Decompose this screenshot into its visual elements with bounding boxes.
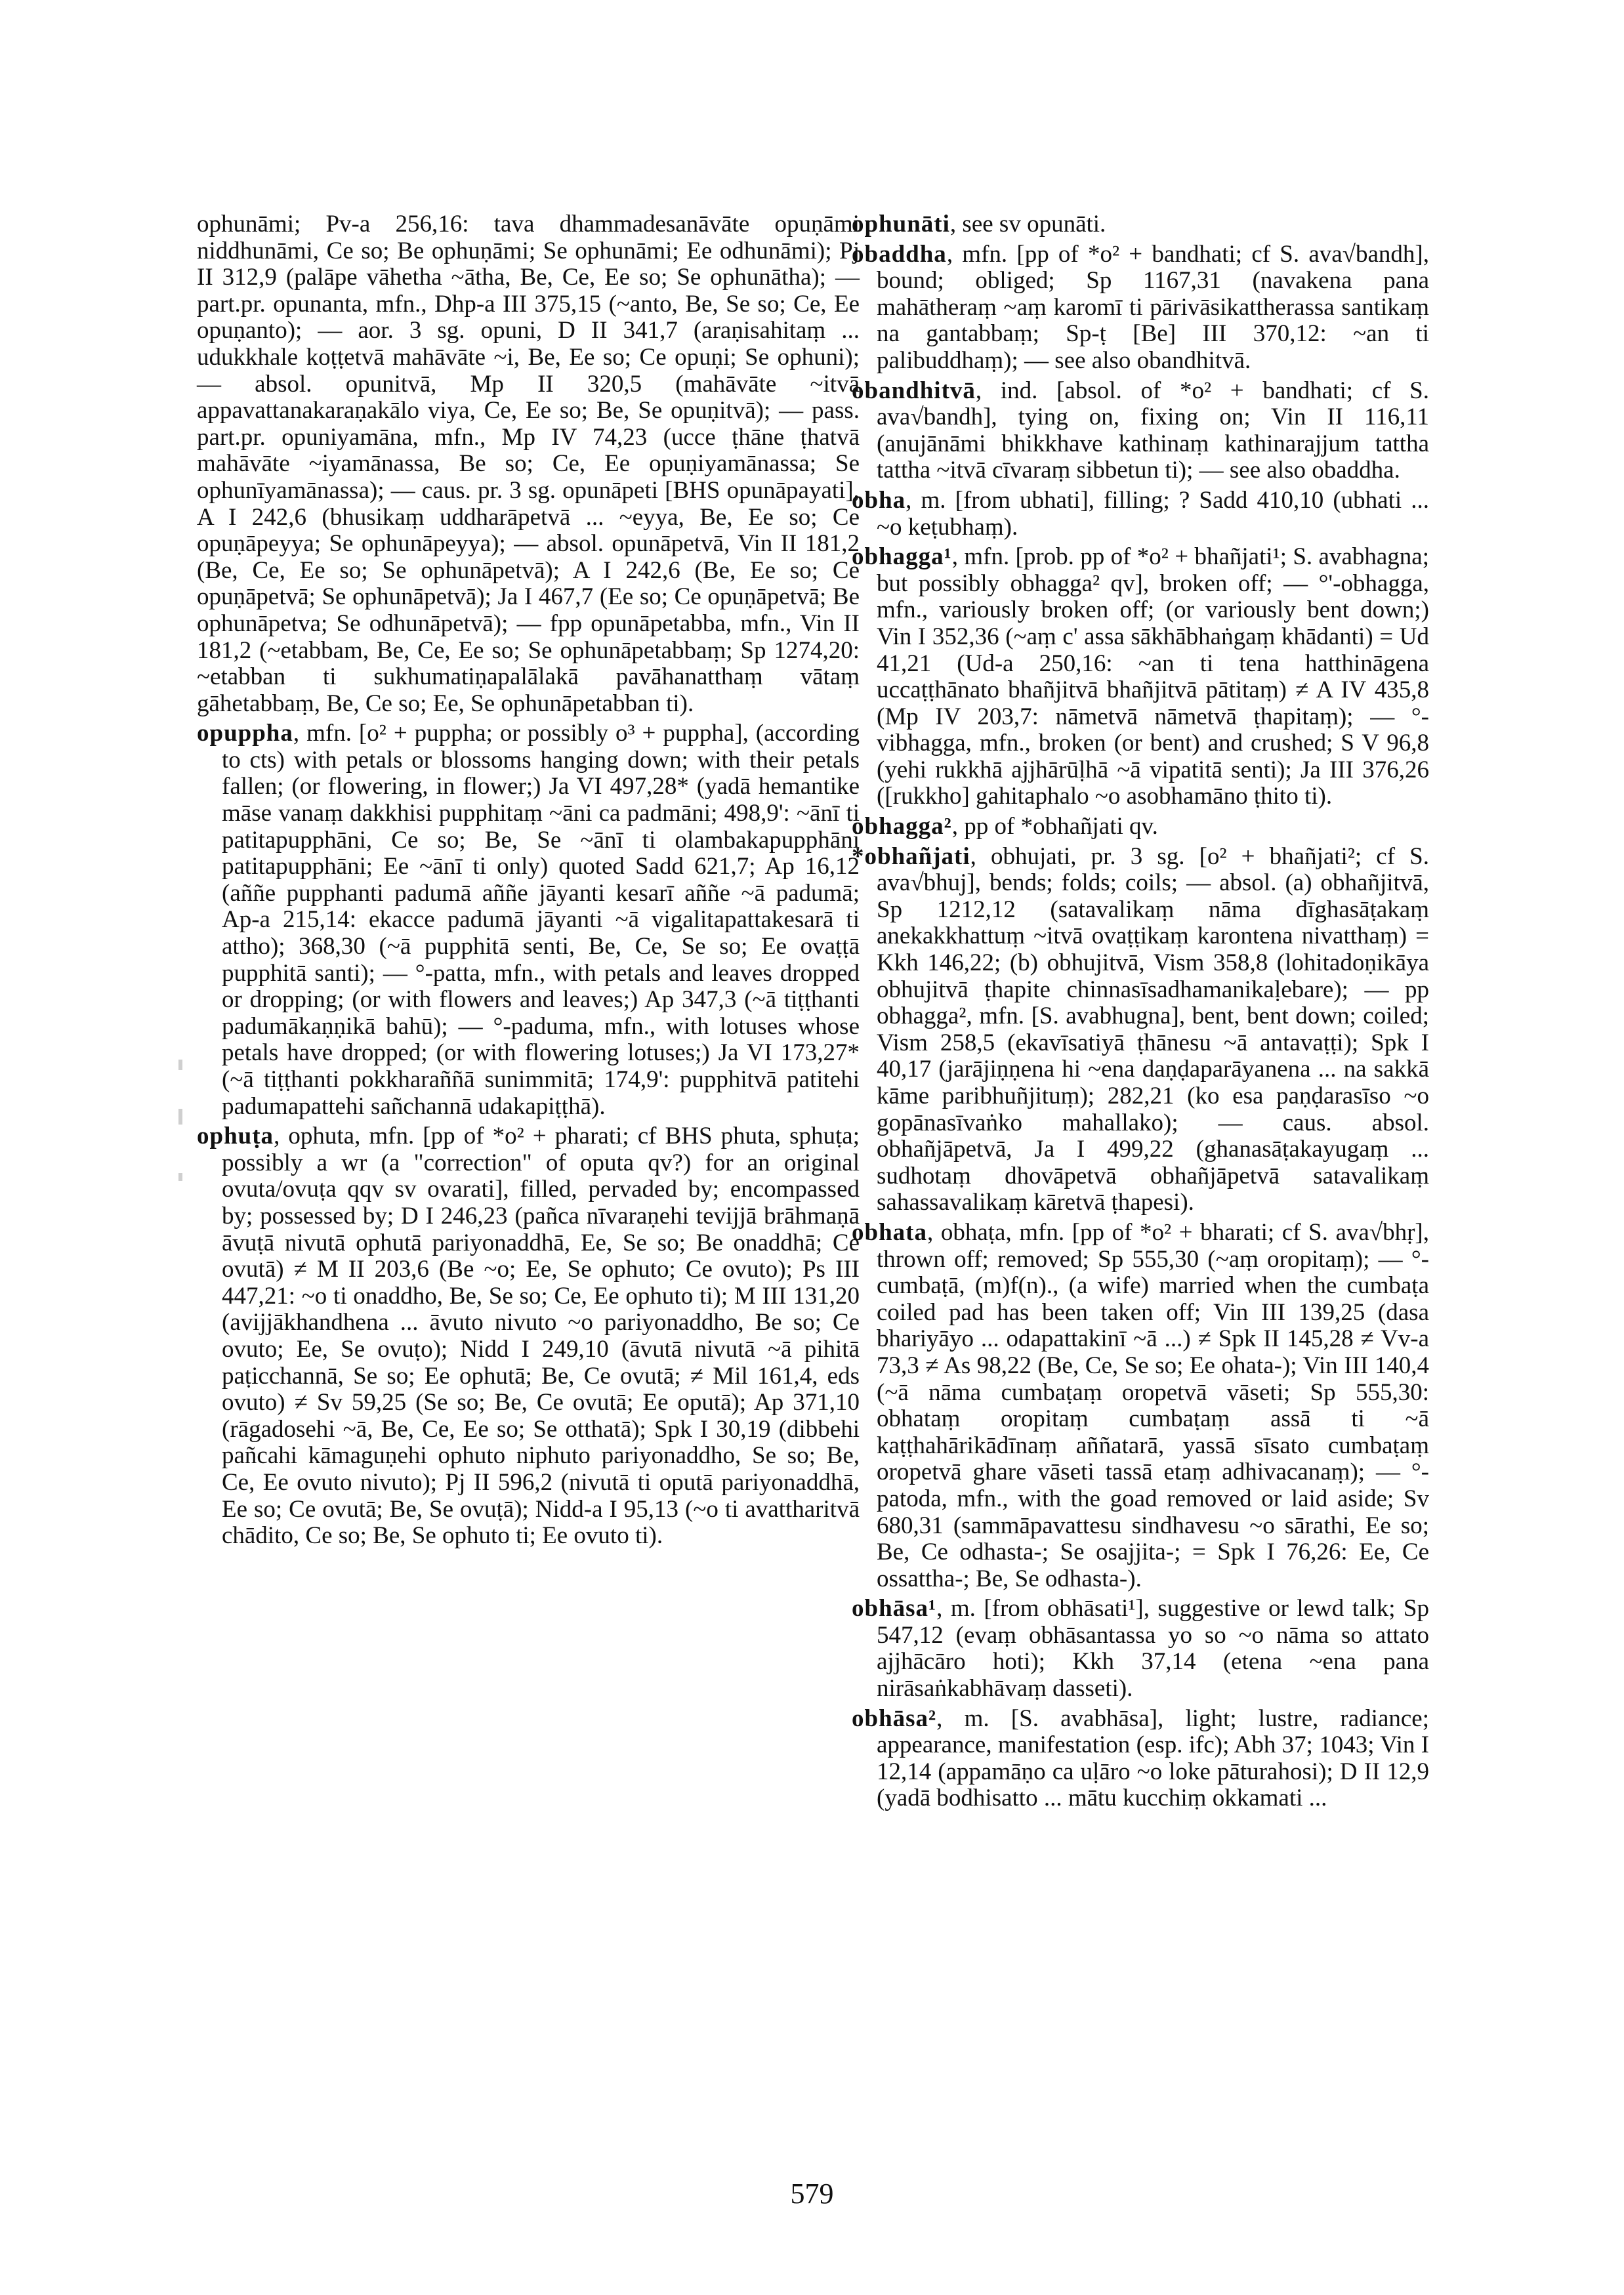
entry-headword: obhāsa² xyxy=(852,1705,937,1732)
entry-body: , mfn. [pp of *o² + bandhati; cf S. ava√bandh], bound; obliged; Sp 1167,31 (navakena pana mahātheraṃ ~aṃ karomī ti pārivāsikattherassa santikaṃ na gantabbaṃ; Sp-ṭ [Be] III 370,12: ~an ti palibuddhaṃ); — see also obandhitvā. xyxy=(877,240,1429,374)
entry-body: ophunāmi; Pv-a 256,16: tava dhammadesanāvāte opuṇāmi niddhunāmi, Ce so; Be ophuṇāmi; Se ophunāmi; Ee odhunāmi); Pj II 312,9 (palāpe vāhetha ~ātha, Be, Ce, Ee so; Se ophunātha); — part.pr. opunanta, mfn., Dhp-a III 375,15 (~anto, Be, Se so; Ce, Ee opuṇanto); — aor. 3 sg. opuni, D II 341,7 (araṇisahitaṃ ... udukkhale koṭṭetvā mahāvāte ~i, Be, Ee so; Ce opuṇi; Se ophuni); — absol. opunitvā, Mp II 320,5 (mahāvāte ~itvā appavattanakaraṇakālo viya, Ce, Ee so; Be, Se opuṇitvā); — pass. part.pr. opuniyamāna, mfn., Mp IV 74,23 (ucce ṭhāne ṭhatvā mahāvāte ~iyamānassa, Be so; Ce, Ee opuṇiyamānassa; Se ophunīyamānassa); — caus. pr. 3 sg. opunāpeti [BHS opunāpayati], A I 242,6 (bhusikaṃ uddharāpetvā ... ~eyya, Be, Ee so; Ce opuṇāpeyya; Se ophunāpeyya); — absol. opunāpetvā, Vin II 181,2 (Be, Ce, Ee so; Se ophunāpetvā); A I 242,6 (Be, Ee so; Ce opuṇāpetvā; Se ophunāpetvā); Ja I 467,7 (Ee so; Ce opuṇāpetvā; Be ophunāpetva; Se odhunāpetvā); — fpp opunāpetabba, mfn., Vin II 181,2 (~etabbam, Be, Ce, Ee so; Se ophunāpetabbaṃ; Sp 1274,20: ~etabban ti sukhumatiṇapalālakā pavāhanatthaṃ vātaṃ gāhetabbaṃ, Be, Ce so; Ee, Se ophunāpetabban ti). xyxy=(197,211,860,717)
entry-headword: obhagga¹ xyxy=(852,543,952,571)
entry-body: , mfn. [prob. pp of *o² + bhañjati¹; S. avabhagna; but possibly obhagga² qv], broken off; — °'-obhagga, mfn., variously broken off; (or variously bent down;) Vin I 352,36 (~aṃ c' assa sākhābhaṅgaṃ khādanti) = Ud 41,21 (Ud-a 250,16: ~an ti tena hatthināgena uccaṭṭhānato bhañjitvā bhañjitvā pātitaṃ) ≠ A IV 435,8 (Mp IV 203,7: nāmetvā nāmetvā ṭhapitaṃ); — °-vibhagga, mfn., broken (or bent) and crushed; S V 96,8 (yehi rukkhā ajjhārūḷhā ~ā vipatitā senti); Ja III 376,26 ([rukkho] gahitaphalo ~o asobhamāno ṭhito ti). xyxy=(877,543,1429,810)
entry-headword: obhāsa¹ xyxy=(852,1595,937,1623)
dictionary-entry xyxy=(197,720,860,1120)
entry-body: , obhujati, pr. 3 sg. [o² + bhañjati²; cf S. ava√bhuj], bends; folds; coils; — absol. (a) obhañjitvā, Sp 1212,12 (satavalikaṃ nāma dīghasāṭakaṃ anekakkhattuṃ ~itvā ovaṭṭikaṃ karontena nivatthaṃ) = Kkh 146,22; (b) obhujitvā, Vism 358,8 (lohitadoṇikāya obhujitvā ṭhapite chinnasīsadhamanikaḷebare); — pp obhagga², mfn. [S. avabhugna], bent, bent down; coiled; Vism 258,5 (ekavīsatiyā ṭhānesu ~ā antavaṭṭi); Spk I 40,17 (jarājiṇṇena hi ~ena daṇḍaparāyanena ... na sakkā kāme paribhuñjituṃ); 282,21 (ko esa paṇḍarasīso ~o gopānasīvaṅko mahallako); — caus. absol. obhañjāpetvā, Ja I 499,22 (ghanasāṭakayugaṃ ... sudhotaṃ dhovāpetvā obhañjāpetvā satavalikaṃ sahassavalikaṃ kāretvā ṭhapesi). xyxy=(877,842,1429,1216)
entry-headword: obha xyxy=(852,486,906,514)
dictionary-entry xyxy=(852,241,1429,375)
left-column xyxy=(197,211,860,1553)
entry-headword: ophuṭa xyxy=(197,1123,274,1150)
dictionary-entry xyxy=(852,378,1429,484)
entry-headword: opuppha xyxy=(197,720,293,747)
entry-headword: obaddha xyxy=(852,240,947,268)
entry-body: , mfn. [o² + puppha; or possibly o³ + puppha], (according to cts) with petals or blossoms hanging down; with their petals fallen; (or flowering, in flower;) Ja VI 497,28* (yadā hemantike māse vanaṃ dakkhisi pupphitaṃ ~āni ca padmāni; 498,9': ~ānī ti patitapupphāni, Ce so; Be, Se ~ānī ti olambakapupphāni patitapupphāni; Ee ~ānī ti only) quoted Sadd 621,7; Ap 16,12 (aññe pupphanti padumā aññe jāyanti kesarī aññe ~ā padumā; Ap-a 215,14: ekacce padumā jāyanti ~ā vigalitapattakesarā ti attho); 368,30 (~ā pupphitā senti, Be, Ce, Se so; Ee ovaṭṭā pupphitā santi); — °-patta, mfn., with petals and leaves dropped or dropping; (or with flowers and leaves;) Ap 347,3 (~ā tiṭṭhanti padumākaṇṇikā bahū); — °-paduma, mfn., with lotuses whose petals have dropped; (or with flowering lotuses;) Ja VI 173,27* (~ā tiṭṭhanti pokkharaññā sunimmitā; 174,9': pupphitvā patitehi padumapattehi sañchannā udakapiṭṭhā). xyxy=(222,720,860,1120)
entry-body: , see sv opunāti. xyxy=(949,211,1106,238)
page-number: 579 xyxy=(790,2178,834,2210)
entry-body: , pp of *obhañjati qv. xyxy=(951,813,1158,840)
dictionary-entry xyxy=(852,814,1429,840)
entry-body: , m. [from obhāsati¹], suggestive or lewd talk; Sp 547,12 (evaṃ obhāsantassa yo so ~o nāma so attato ajjhācāro hoti); Kkh 37,14 (etena ~ena pana nirāsaṅkabhāvaṃ dasseti). xyxy=(877,1595,1429,1703)
right-column xyxy=(852,211,1429,1815)
dictionary-entry xyxy=(852,211,1429,238)
entry-headword: *obhañjati xyxy=(852,842,970,870)
entry-body: , m. [S. avabhāsa], light; lustre, radiance; appearance, manifestation (esp. ifc); Abh 37; 1043; Vin I 12,14 (appamāṇo ca uḷāro ~o loke pāturahosi); D II 12,9 (yadā bodhisatto ... mātu kucchiṃ okkamati ... xyxy=(877,1705,1429,1812)
entry-headword: obhagga² xyxy=(852,813,952,840)
dictionary-entry xyxy=(852,1706,1429,1812)
entry-headword: obandhitvā xyxy=(852,377,976,404)
dictionary-entry xyxy=(852,1220,1429,1592)
scan-mark xyxy=(178,1173,182,1181)
entry-body: , obhaṭa, mfn. [pp of *o² + bharati; cf S. ava√bhṛ], thrown off; removed; Sp 555,30 (~aṃ oropitaṃ); — °-cumbaṭā, (m)f(n)., (a wife) married when the cumbaṭa coiled pad has been taken off; Vin III 139,25 (dasa bhariyāyo ... odapattakinī ~ā ...) ≠ Spk II 145,28 ≠ Vv-a 73,3 ≠ As 98,22 (Be, Ce, Se so; Ee ohata-); Vin III 140,4 (~ā nāma cumbaṭaṃ oropetvā vāseti; Sp 555,30: obhataṃ oropitaṃ cumbaṭaṃ assā ti ~ā kaṭṭhahārikādīnaṃ aññatarā, yassā sīsato cumbaṭaṃ oropetvā ghare vāseti tassā etaṃ adhivacanaṃ); — °-patoda, mfn., with the goad removed or laid aside; Sv 680,31 (sammāpavattesu sindhavesu ~o sārathi, Ee so; Be, Ce odhasta-; Se osajjita-; = Spk I 76,26: Ee, Ce ossattha-; Be, Se odhasta-). xyxy=(877,1218,1429,1592)
entry-continuation xyxy=(197,211,860,717)
entry-body: , ind. [absol. of *o² + bandhati; cf S. ava√bandh], tying on, fixing on; Vin II 116,11 (anujānāmi bhikkhave kathinaṃ kathinarajjum tattha tattha ~itvā cīvaraṃ sibbetun ti); — see also obaddha. xyxy=(877,377,1429,484)
dictionary-entry xyxy=(852,544,1429,810)
dictionary-entry xyxy=(197,1123,860,1550)
dictionary-entry xyxy=(852,487,1429,541)
entry-body: , m. [from ubhati], filling; ? Sadd 410,10 (ubhati ... ~o keṭubhaṃ). xyxy=(877,486,1429,541)
dictionary-entry xyxy=(852,844,1429,1216)
entry-body: , ophuta, mfn. [pp of *o² + pharati; cf BHS phuta, sphuṭa; possibly a wr (a "correction" of oputa qv?) for an original ovuta/ovuṭa qqv sv ovarati], filled, pervaded by; encompassed by; possessed by; D I 246,23 (pañca nīvaraṇehi tevijjā brāhmaṇā āvuṭā nivutā ophutā pariyonaddhā, Ee, Se so; Be onaddhā; Ce ovutā) ≠ M II 203,6 (Be ~o; Ee, Se ophuto; Ce ovuto); Ps III 447,21: ~o ti onaddho, Be, Se so; Ce, Ee ophuto ti); M III 131,20 (avijjākhandhena ... āvuto nivuto ~o pariyonaddho, Be so; Ce ovuto; Ee, Se ovuṭo); Nidd I 249,10 (āvutā nivutā ~ā pihitā paṭicchannā, Se so; Ee ophutā; Be, Ce ovutā; ≠ Mil 161,4, eds ovuto) ≠ Sv 59,25 (Se so; Be, Ce ovutā; Ee oputā); Ap 371,10 (rāgadosehi ~ā, Be, Ce, Ee so; Se otthatā); Spk I 30,19 (dibbehi pañcahi kāmaguṇehi ophuto niphuto pariyonaddho, Se so; Be, Ce, Ee ovuto nivuto); Pj II 596,2 (nivutā ti oputā pariyonaddhā, Ee so; Ce ovutā; Be, Se ovuṭā); Nidd-a I 95,13 (~o ti avattharitvā chādito, Ce so; Be, Se ophuto ti; Ee ovuto ti). xyxy=(222,1123,860,1550)
entry-headword: obhata xyxy=(852,1218,927,1246)
scan-mark xyxy=(178,1060,182,1070)
dictionary-entry xyxy=(852,1596,1429,1702)
entry-headword: ophunāti xyxy=(852,211,950,238)
scan-mark xyxy=(178,1109,182,1125)
